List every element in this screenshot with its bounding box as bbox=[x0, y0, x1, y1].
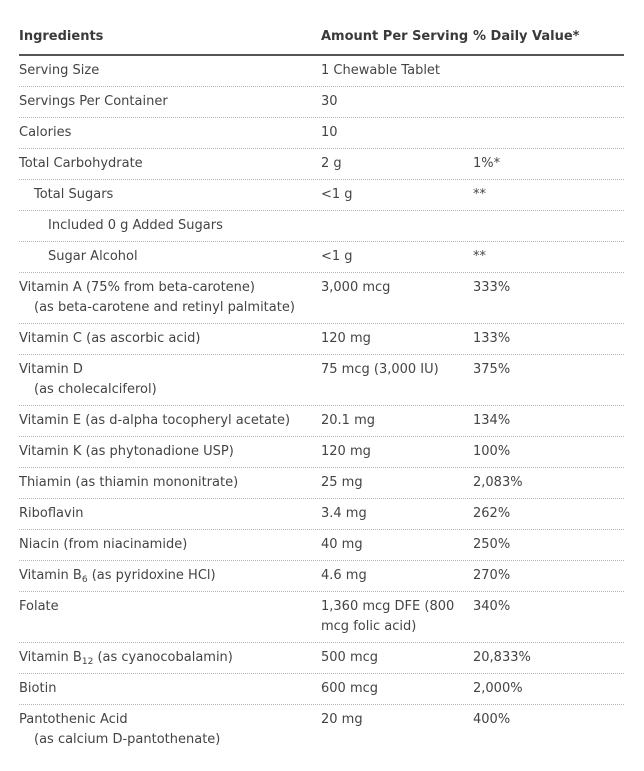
ingredient-dv bbox=[473, 118, 624, 148]
ingredient-name-cell bbox=[19, 273, 321, 323]
table-row bbox=[19, 406, 624, 437]
ingredient-amount: 25 mg bbox=[321, 475, 363, 490]
ingredient-dv: ** bbox=[473, 249, 486, 264]
ingredient-name-subscript: 6 bbox=[81, 575, 88, 585]
ingredient-amount: 1 Chewable Tablet bbox=[321, 63, 441, 78]
table-row bbox=[19, 149, 624, 180]
ingredient-amount: 120 mg bbox=[321, 331, 371, 346]
table-row bbox=[19, 705, 624, 755]
ingredient-dv: 1%* bbox=[473, 156, 501, 171]
ingredient-amount: 3.4 mg bbox=[321, 506, 367, 521]
ingredient-name-prefix: Vitamin B bbox=[19, 650, 82, 665]
ingredient-name: Calories bbox=[19, 125, 72, 140]
ingredient-name: Total Sugars bbox=[34, 187, 114, 202]
ingredient-name-cell bbox=[19, 643, 321, 673]
ingredient-name: Serving Size bbox=[19, 63, 100, 78]
table-row bbox=[19, 499, 624, 530]
ingredient-amount-cell bbox=[321, 592, 473, 642]
ingredient-amount: <1 g bbox=[321, 249, 353, 264]
ingredient-amount: 4.6 mg bbox=[321, 568, 367, 583]
ingredients-header: Ingredients bbox=[19, 29, 104, 44]
table-row bbox=[19, 56, 624, 87]
ingredient-name: Sugar Alcohol bbox=[48, 249, 138, 264]
ingredient-name: Servings Per Container bbox=[19, 94, 168, 109]
ingredient-dv: 400% bbox=[473, 712, 511, 727]
table-row bbox=[19, 561, 624, 592]
ingredient-dv: 134% bbox=[473, 413, 511, 428]
ingredient-name: Riboflavin bbox=[19, 506, 84, 521]
ingredient-name: Total Carbohydrate bbox=[19, 156, 143, 171]
ingredient-name-cell bbox=[19, 355, 321, 405]
ingredient-amount: 75 mcg (3,000 IU) bbox=[321, 362, 439, 377]
ingredient-amount: 10 bbox=[321, 125, 338, 140]
table-row bbox=[19, 87, 624, 118]
table-row bbox=[19, 468, 624, 499]
ingredient-dv: 133% bbox=[473, 331, 511, 346]
table-row bbox=[19, 592, 624, 643]
ingredient-dv: 2,083% bbox=[473, 475, 523, 490]
table-row bbox=[19, 324, 624, 355]
ingredient-dv: 333% bbox=[473, 280, 511, 295]
ingredient-name: Vitamin C (as ascorbic acid) bbox=[19, 331, 201, 346]
ingredient-amount bbox=[321, 211, 473, 241]
ingredient-amount: 40 mg bbox=[321, 537, 363, 552]
ingredient-dv bbox=[473, 211, 624, 241]
amount-header: Amount Per Serving bbox=[321, 29, 469, 44]
ingredient-dv: 340% bbox=[473, 599, 511, 614]
table-row bbox=[19, 437, 624, 468]
ingredient-name-subscript: 12 bbox=[81, 657, 94, 667]
ingredient-name: Thiamin (as thiamin mononitrate) bbox=[19, 475, 239, 490]
ingredient-dv: 100% bbox=[473, 444, 511, 459]
ingredient-name-suffix: (as pyridoxine HCl) bbox=[87, 568, 216, 583]
ingredient-amount-line1: 1,360 mcg DFE (800 bbox=[321, 599, 455, 614]
ingredient-amount: 2 g bbox=[321, 156, 342, 171]
ingredient-dv: 262% bbox=[473, 506, 511, 521]
ingredient-name: Niacin (from niacinamide) bbox=[19, 537, 188, 552]
ingredient-name: Vitamin A (75% from beta-carotene) bbox=[19, 280, 255, 295]
ingredient-name: Biotin bbox=[19, 681, 57, 696]
ingredient-amount: 20 mg bbox=[321, 712, 363, 727]
ingredient-dv: 270% bbox=[473, 568, 511, 583]
ingredient-amount: <1 g bbox=[321, 187, 353, 202]
table-row bbox=[19, 118, 624, 149]
ingredient-name: Vitamin D bbox=[19, 362, 83, 377]
ingredient-amount: 500 mcg bbox=[321, 650, 379, 665]
ingredient-name: Vitamin E (as d-alpha tocopheryl acetate) bbox=[19, 413, 291, 428]
ingredient-dv: 375% bbox=[473, 362, 511, 377]
table-row bbox=[19, 242, 624, 273]
table-row bbox=[19, 643, 624, 674]
table-header bbox=[19, 22, 624, 56]
ingredient-source: (as cholecalciferol) bbox=[34, 382, 157, 397]
ingredient-dv: 250% bbox=[473, 537, 511, 552]
ingredient-name: Included 0 g Added Sugars bbox=[48, 218, 223, 233]
ingredient-dv bbox=[473, 56, 624, 86]
ingredient-amount: 120 mg bbox=[321, 444, 371, 459]
ingredient-amount: 600 mcg bbox=[321, 681, 379, 696]
ingredient-name-prefix: Vitamin B bbox=[19, 568, 82, 583]
daily-value-header: % Daily Value* bbox=[473, 29, 580, 44]
table-row bbox=[19, 273, 624, 324]
ingredient-dv bbox=[473, 87, 624, 117]
ingredient-name: Pantothenic Acid bbox=[19, 712, 128, 727]
ingredient-source: (as calcium D-pantothenate) bbox=[34, 732, 221, 747]
ingredient-amount: 30 bbox=[321, 94, 338, 109]
ingredient-name: Vitamin K (as phytonadione USP) bbox=[19, 444, 234, 459]
table-row bbox=[19, 674, 624, 705]
table-row bbox=[19, 355, 624, 406]
supplement-facts-table bbox=[19, 22, 624, 755]
table-row bbox=[19, 530, 624, 561]
ingredient-name-suffix: (as cyanocobalamin) bbox=[93, 650, 233, 665]
ingredient-dv: 20,833% bbox=[473, 650, 531, 665]
ingredient-dv: 2,000% bbox=[473, 681, 523, 696]
table-row bbox=[19, 180, 624, 211]
table-row bbox=[19, 211, 624, 242]
ingredient-amount: 20.1 mg bbox=[321, 413, 375, 428]
ingredient-name-cell bbox=[19, 561, 321, 591]
ingredient-amount-line2: mcg folic acid) bbox=[321, 619, 417, 634]
ingredient-name-cell bbox=[19, 705, 321, 755]
ingredient-amount: 3,000 mcg bbox=[321, 280, 391, 295]
ingredient-source: (as beta-carotene and retinyl palmitate) bbox=[34, 300, 295, 315]
ingredient-dv: ** bbox=[473, 187, 486, 202]
ingredient-name: Folate bbox=[19, 599, 59, 614]
